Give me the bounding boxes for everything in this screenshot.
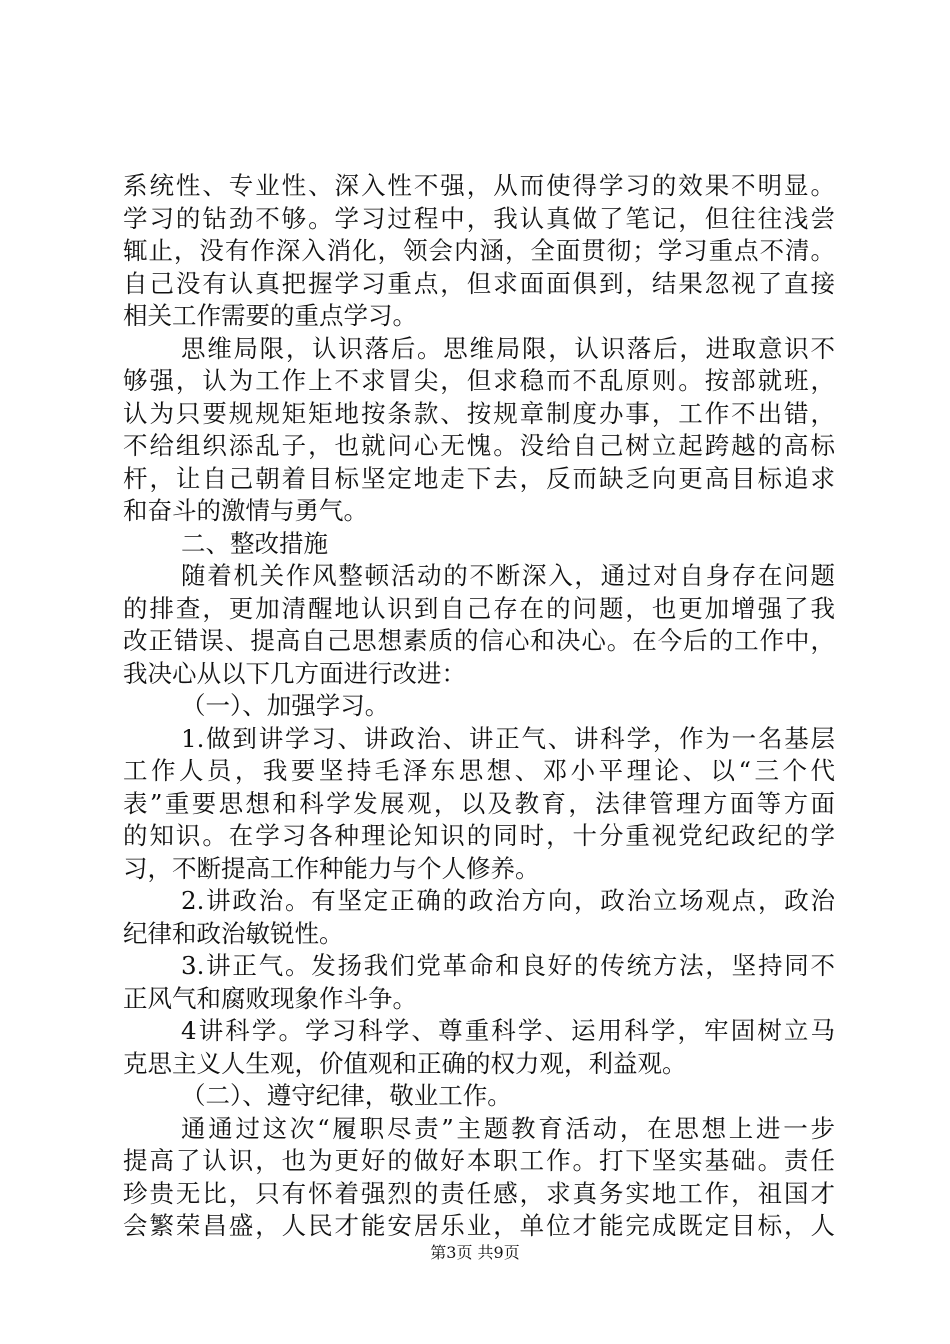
text-line: 会繁荣昌盛，人民才能安居乐业，单位才能完成既定目标，人 [123,1211,835,1240]
text-line: 二、整改措施 [181,528,328,558]
text-line: 提高了认识，也为更好的做好本职工作。打下坚实基础。责任 [123,1146,835,1175]
text-line: 通通过这次“履职尽责”主题教育活动，在思想上进一步 [181,1113,835,1143]
text-line: 辄止，没有作深入消化，领会内涵，全面贯彻；学习重点不清。 [123,236,835,265]
text-line: 1.做到讲学习、讲政治、讲正气、讲科学，作为一名基层 [181,723,835,753]
text-line: 克思主义人生观，价值观和正确的权力观，利益观。 [123,1048,687,1078]
text-line: 系统性、专业性、深入性不强，从而使得学习的效果不明显。 [123,171,835,200]
text-line: 工作人员，我要坚持毛泽东思想、邓小平理论、以“三个代 [123,756,835,785]
text-line: 我决心从以下几方面进行改进： [123,658,466,688]
text-line: 思维局限，认识落后。思维局限，认识落后，进取意识不 [181,333,835,363]
text-line: 的排查，更加清醒地认识到自己存在的问题，也更加增强了我 [123,593,835,623]
text-line: 够强，认为工作上不求冒尖，但求稳而不乱原则。按部就班， [123,366,835,395]
text-line: 杆，让自己朝着目标坚定地走下去，反而缺乏向更高目标追求 [123,463,835,493]
page-footer: 第3页 共9页 [430,1243,520,1262]
text-line: 和奋斗的激情与勇气。 [123,496,368,525]
text-line: （二）、遵守纪律，敬业工作。 [181,1081,512,1110]
text-line: 表”重要思想和科学发展观，以及教育，法律管理方面等方面 [123,788,835,818]
text-line: （一）、加强学习。 [181,691,390,720]
text-line: 正风气和腐败现象作斗争。 [123,983,417,1013]
text-line: 纪律和政治敏锐性。 [123,918,344,948]
text-line: 自己没有认真把握学习重点，但求面面俱到，结果忽视了直接 [123,268,835,298]
text-line: 改正错误、提高自己思想素质的信心和决心。在今后的工作中， [123,626,835,655]
text-line: 随着机关作风整顿活动的不断深入，通过对自身存在问题 [181,561,835,590]
text-line: 相关工作需要的重点学习。 [123,301,417,330]
text-line: 习，不断提高工作种能力与个人修养。 [123,853,540,883]
text-line: 学习的钻劲不够。学习过程中，我认真做了笔记，但往往浅尝 [123,203,835,233]
text-line: 4讲科学。学习科学、尊重科学、运用科学，牢固树立马 [181,1016,835,1045]
text-line: 认为只要规规矩矩地按条款、按规章制度办事，工作不出错， [123,398,835,428]
text-line: 的知识。在学习各种理论知识的同时，十分重视党纪政纪的学 [123,821,835,850]
text-line: 2.讲政治。有坚定正确的政治方向，政治立场观点，政治 [181,886,835,915]
text-line: 珍贵无比，只有怀着强烈的责任感，求真务实地工作，祖国才 [123,1178,835,1208]
text-line: 3.讲正气。发扬我们党革命和良好的传统方法，坚持同不 [181,951,835,980]
text-line: 不给组织添乱子，也就问心无愧。没给自己树立起跨越的高标 [123,431,835,460]
document-body [123,170,835,1243]
